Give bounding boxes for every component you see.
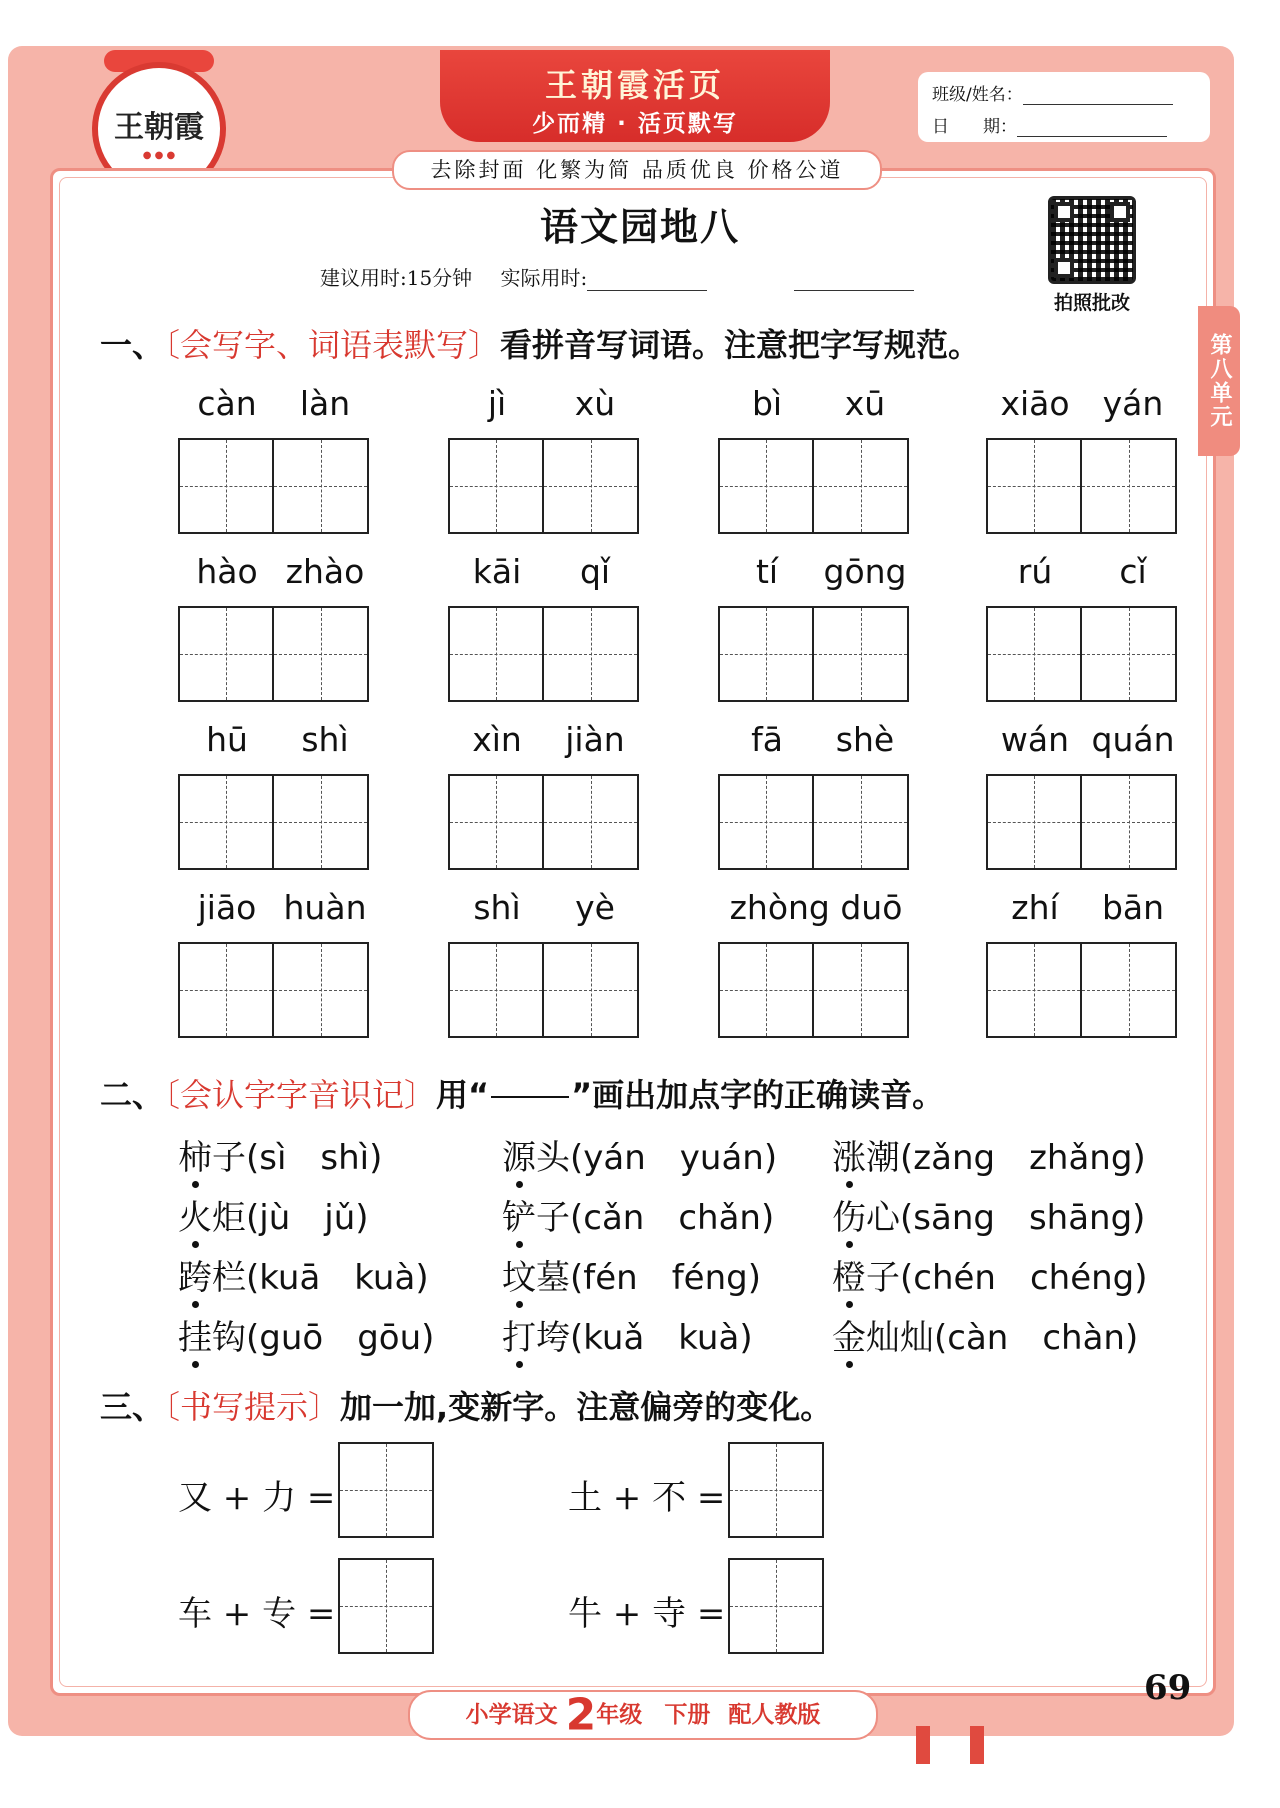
time-row: [320, 262, 914, 291]
plain-character: 子: [536, 1198, 570, 1238]
brand-title: 王朝霞活页: [544, 66, 725, 104]
pinyin-syllable: quán: [1091, 720, 1175, 759]
tianzige-box[interactable]: [718, 606, 814, 702]
writing-boxes: [448, 438, 644, 534]
reading-item: [832, 1310, 1138, 1359]
page-number: 69: [1144, 1668, 1192, 1708]
tianzige-box[interactable]: [986, 438, 1082, 534]
reading-item: [832, 1130, 1146, 1179]
reading-item: [178, 1310, 434, 1359]
section2-tag: 〔会认字字音识记〕: [164, 1076, 437, 1114]
writing-boxes: [178, 774, 374, 870]
pinyin-row: [178, 552, 374, 596]
pinyin-syllable: bì: [751, 384, 783, 423]
word-item: [448, 720, 644, 870]
tianzige-box[interactable]: [448, 438, 544, 534]
pinyin-row: [718, 552, 914, 596]
reading-word: [832, 1138, 900, 1178]
footer-subject: 小学语文: [465, 1702, 558, 1728]
qr-code-icon: [1048, 196, 1136, 284]
answer-box[interactable]: [728, 1442, 824, 1538]
tianzige-box[interactable]: [178, 438, 274, 534]
word-item: [718, 888, 914, 1038]
writing-boxes: [986, 942, 1182, 1038]
plain-character: 子: [212, 1138, 246, 1178]
logo-decoration: ● ● ●: [142, 150, 176, 161]
section1-number: 一、: [100, 326, 165, 364]
plain-character: 钩: [212, 1318, 246, 1358]
reading-word: [502, 1258, 570, 1298]
binder-tab: [916, 1726, 930, 1764]
word-item: [448, 888, 644, 1038]
tianzige-box[interactable]: [274, 438, 369, 534]
suggested-time: 建议用时:15分钟: [320, 266, 473, 290]
reading-item: [502, 1190, 774, 1239]
dotted-character: 源: [502, 1138, 536, 1178]
class-name-label: 班级/姓名：: [932, 85, 1023, 105]
pinyin-syllable: xū: [844, 384, 886, 423]
reading-word: [832, 1198, 900, 1238]
pinyin-syllable: zhào: [285, 552, 365, 591]
reading-options[interactable]: (zǎng zhǎng): [900, 1138, 1146, 1178]
pinyin-syllable: shè: [835, 720, 895, 759]
section2-heading: [100, 1070, 944, 1116]
section1-instruction: 看拼音写词语。注意把字写规范。: [500, 326, 981, 364]
reading-options[interactable]: (sì shì): [246, 1138, 383, 1178]
tianzige-box[interactable]: [274, 606, 369, 702]
writing-boxes: [448, 942, 644, 1038]
writing-boxes: [178, 942, 374, 1038]
character-equation: 车 + 专 =: [178, 1594, 336, 1634]
pinyin-syllable: xù: [574, 384, 616, 423]
tianzige-box[interactable]: [274, 942, 369, 1038]
section1-tag: 〔会写字、词语表默写〕: [164, 326, 501, 364]
answer-box[interactable]: [338, 1442, 434, 1538]
qr-label: 拍照批改: [1053, 292, 1130, 314]
score-field[interactable]: [794, 290, 914, 291]
plain-character: 潮: [866, 1138, 900, 1178]
word-item: [178, 888, 374, 1038]
pinyin-row: [178, 720, 374, 764]
dotted-character: 涨: [832, 1138, 866, 1178]
pinyin-row: [448, 720, 644, 764]
writing-boxes: [986, 774, 1182, 870]
reading-item: [502, 1250, 761, 1299]
writing-boxes: [718, 774, 914, 870]
plain-character: 垮: [536, 1318, 570, 1358]
tianzige-box[interactable]: [1082, 606, 1177, 702]
writing-boxes: [986, 606, 1182, 702]
word-item: [448, 552, 644, 702]
section3-number: 三、: [100, 1388, 165, 1426]
pinyin-syllable: bān: [1101, 888, 1165, 927]
plain-character: 头: [536, 1138, 570, 1178]
reading-options[interactable]: (sāng shāng): [900, 1198, 1146, 1238]
writing-boxes: [178, 438, 374, 534]
word-item: [178, 720, 374, 870]
qr-finder: [1054, 258, 1074, 278]
pinyin-syllable: cǐ: [1119, 552, 1147, 591]
reading-item: [178, 1130, 382, 1179]
reading-item: [502, 1130, 777, 1179]
tianzige-box[interactable]: [544, 606, 639, 702]
tianzige-box[interactable]: [448, 942, 544, 1038]
writing-boxes: [718, 438, 914, 534]
word-item: [718, 552, 914, 702]
pinyin-syllable: hū: [206, 720, 248, 759]
reading-word: [502, 1138, 570, 1178]
pinyin-syllable: jiāo: [197, 888, 257, 927]
section1-heading: [100, 320, 980, 366]
section2-instruction-pre: 用“: [436, 1076, 490, 1114]
brand-subtitle: 少而精 · 活页默写: [532, 111, 738, 137]
pinyin-syllable: huàn: [283, 888, 367, 927]
writing-boxes: [986, 438, 1182, 534]
writing-boxes: [718, 942, 914, 1038]
word-item: [448, 384, 644, 534]
tianzige-box[interactable]: [718, 774, 814, 870]
tianzige-box[interactable]: [986, 774, 1082, 870]
tianzige-box[interactable]: [178, 942, 274, 1038]
tianzige-box[interactable]: [986, 942, 1082, 1038]
pinyin-row: [718, 720, 914, 764]
pinyin-syllable: rú: [1017, 552, 1053, 591]
tianzige-box[interactable]: [1082, 774, 1177, 870]
qr-finder: [1054, 202, 1074, 222]
pinyin-syllable: yán: [1102, 384, 1164, 423]
tianzige-box[interactable]: [544, 942, 639, 1038]
tianzige-box[interactable]: [814, 774, 909, 870]
dotted-character: 打: [502, 1318, 536, 1358]
pinyin-syllable: qǐ: [579, 552, 611, 591]
reading-item: [178, 1190, 369, 1239]
plain-character: 墓: [536, 1258, 570, 1298]
tianzige-box[interactable]: [814, 942, 909, 1038]
pinyin-row: [986, 720, 1182, 764]
reading-word: [178, 1318, 246, 1358]
footer-volume: 下册: [664, 1702, 711, 1728]
page-title: 语文园地八: [539, 205, 740, 249]
character-equation: 土 + 不 =: [568, 1478, 726, 1518]
pinyin-row: [718, 888, 914, 932]
reading-options[interactable]: (fén féng): [570, 1258, 761, 1298]
reading-word: [832, 1258, 900, 1298]
pinyin-syllable: hào: [196, 552, 258, 591]
footer-grade-number: 2: [565, 1689, 597, 1741]
pinyin-syllable: shì: [301, 720, 349, 759]
reading-word: [178, 1198, 246, 1238]
word-item: [718, 720, 914, 870]
reading-options[interactable]: (kuā kuà): [246, 1258, 429, 1298]
tianzige-box[interactable]: [178, 774, 274, 870]
reading-options[interactable]: (guō gōu): [246, 1318, 435, 1358]
pinyin-syllable: zhí: [1011, 888, 1059, 927]
tianzige-box[interactable]: [544, 438, 639, 534]
answer-box[interactable]: [728, 1558, 824, 1654]
pinyin-syllable: xiāo: [1000, 384, 1070, 423]
pinyin-syllable: jì: [487, 384, 507, 423]
pinyin-row: [178, 888, 374, 932]
dotted-character: 金: [832, 1318, 866, 1358]
tianzige-box[interactable]: [718, 438, 814, 534]
tianzige-box[interactable]: [544, 774, 639, 870]
word-item: [986, 888, 1182, 1038]
section2-instruction-post: ”画出加点字的正确读音。: [571, 1076, 945, 1114]
footer-edition: 配人教版: [728, 1702, 821, 1728]
pinyin-row: [986, 888, 1182, 932]
reading-options[interactable]: (yán yuán): [570, 1138, 778, 1178]
pinyin-row: [986, 552, 1182, 596]
dotted-character: 火: [178, 1198, 212, 1238]
reading-options[interactable]: (kuǎ kuà): [570, 1318, 753, 1358]
pinyin-syllable: xìn: [472, 720, 522, 759]
pinyin-row: [178, 384, 374, 428]
word-item: [178, 552, 374, 702]
tianzige-box[interactable]: [1082, 942, 1177, 1038]
date-field[interactable]: [1017, 136, 1167, 137]
tianzige-box[interactable]: [1082, 438, 1177, 534]
plain-character: 栏: [212, 1258, 246, 1298]
tianzige-box[interactable]: [448, 606, 544, 702]
reading-options[interactable]: (chén chéng): [900, 1258, 1148, 1298]
qr-finder: [1110, 202, 1130, 222]
footer-banner: [408, 1690, 878, 1740]
reading-item: [178, 1250, 429, 1299]
tianzige-box[interactable]: [274, 774, 369, 870]
reading-item: [502, 1310, 753, 1359]
reading-word: [502, 1318, 570, 1358]
reading-word: [178, 1258, 246, 1298]
character-equation: 牛 + 寺 =: [568, 1594, 726, 1634]
plain-character: 心: [866, 1198, 900, 1238]
pinyin-syllable: fā: [751, 720, 783, 759]
dotted-character: 伤: [832, 1198, 866, 1238]
reading-word: [502, 1198, 570, 1238]
tianzige-box[interactable]: [986, 606, 1082, 702]
pinyin-row: [986, 384, 1182, 428]
pinyin-syllable: tí: [755, 552, 779, 591]
unit-tab: 第八单元: [1198, 306, 1240, 456]
class-name-field[interactable]: [1023, 104, 1173, 105]
plain-character: 炬: [212, 1198, 246, 1238]
answer-box[interactable]: [338, 1558, 434, 1654]
date-label: 日 期：: [932, 117, 1017, 137]
reading-word: [178, 1138, 246, 1178]
writing-boxes: [448, 774, 644, 870]
name-date-box: [918, 72, 1210, 142]
binder-tab: [970, 1726, 984, 1764]
reading-options[interactable]: (càn chàn): [934, 1318, 1139, 1358]
pinyin-syllable: shì: [473, 888, 521, 927]
word-item: [178, 384, 374, 534]
word-item: [718, 384, 914, 534]
writing-boxes: [178, 606, 374, 702]
tianzige-box[interactable]: [814, 438, 909, 534]
plain-character: 灿灿: [866, 1318, 934, 1358]
reading-item: [832, 1190, 1145, 1239]
actual-time-field[interactable]: [587, 290, 707, 291]
pinyin-row: [448, 384, 644, 428]
pinyin-syllable: làn: [299, 384, 351, 423]
reading-options[interactable]: (jù jǔ): [246, 1198, 369, 1238]
class-name-row: [932, 80, 1173, 105]
dotted-character: 坟: [502, 1258, 536, 1298]
dotted-character: 柿: [178, 1138, 212, 1178]
pinyin-row: [448, 888, 644, 932]
reading-item: [832, 1250, 1148, 1299]
tianzige-box[interactable]: [178, 606, 274, 702]
section3-tag: 〔书写提示〕: [164, 1388, 341, 1426]
pinyin-syllable: yè: [575, 888, 615, 927]
pinyin-syllable: zhòng duō: [729, 888, 903, 927]
logo-text: 王朝霞: [114, 110, 204, 145]
dotted-character: 跨: [178, 1258, 212, 1298]
pinyin-syllable: wán: [1000, 720, 1070, 759]
word-item: [986, 720, 1182, 870]
pinyin-syllable: gōng: [823, 552, 907, 591]
reading-word: [832, 1318, 934, 1358]
section3-instruction: 加一加,变新字。注意偏旁的变化。: [340, 1388, 833, 1426]
section3-heading: [100, 1382, 832, 1428]
pinyin-syllable: jiàn: [565, 720, 625, 759]
pinyin-syllable: kāi: [472, 552, 522, 591]
brand-ribbon: [440, 50, 830, 142]
tianzige-box[interactable]: [814, 606, 909, 702]
actual-time-label: 实际用时:: [500, 266, 588, 290]
word-item: [986, 384, 1182, 534]
tianzige-box[interactable]: [448, 774, 544, 870]
slogan: 去除封面 化繁为简 品质优良 价格公道: [392, 150, 882, 190]
tianzige-box[interactable]: [718, 942, 814, 1038]
pinyin-row: [448, 552, 644, 596]
word-item: [986, 552, 1182, 702]
footer-grade-label: 年级: [596, 1702, 643, 1728]
date-row: [932, 112, 1167, 137]
writing-boxes: [448, 606, 644, 702]
dotted-character: 铲: [502, 1198, 536, 1238]
pinyin-syllable: càn: [197, 384, 257, 423]
pinyin-row: [718, 384, 914, 428]
underline-sample: [491, 1096, 569, 1098]
section2-number: 二、: [100, 1076, 165, 1114]
dotted-character: 橙: [832, 1258, 866, 1298]
reading-options[interactable]: (cǎn chǎn): [570, 1198, 775, 1238]
writing-boxes: [718, 606, 914, 702]
plain-character: 子: [866, 1258, 900, 1298]
character-equation: 又 + 力 =: [178, 1478, 336, 1518]
dotted-character: 挂: [178, 1318, 212, 1358]
